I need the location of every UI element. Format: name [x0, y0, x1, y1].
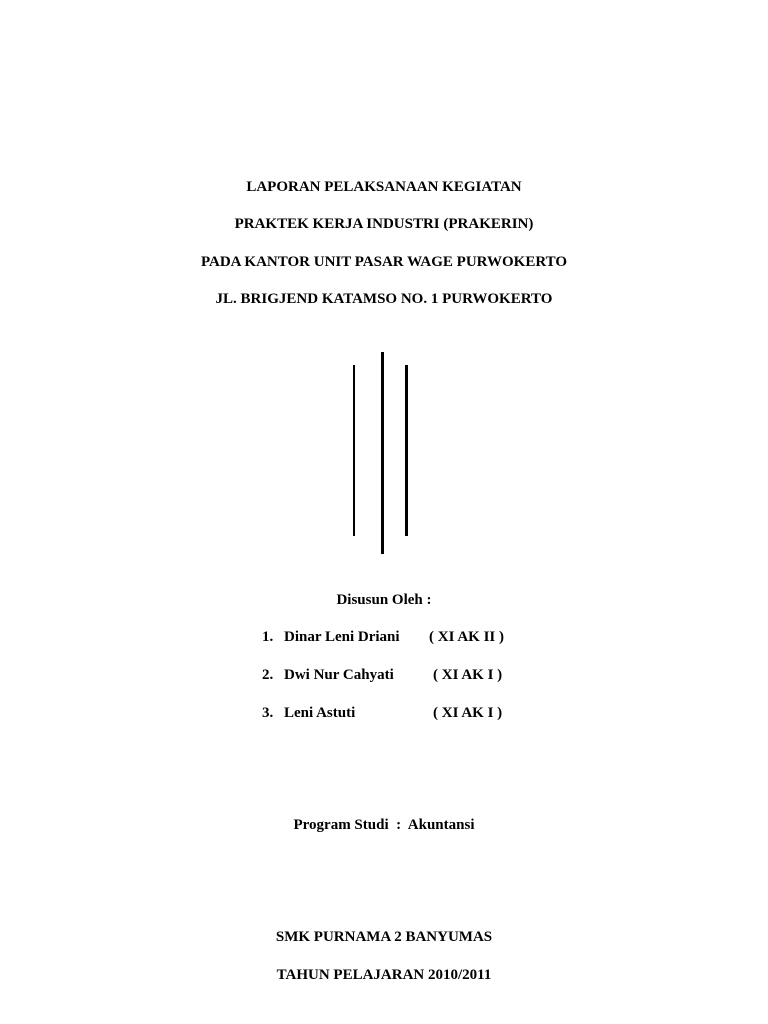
decorative-bar-left — [353, 365, 355, 536]
author-name: Dinar Leni Driani — [284, 629, 400, 645]
academic-year: TAHUN PELAJARAN 2010/2011 — [276, 967, 492, 983]
title-line-4: JL. BRIGJEND KATAMSO NO. 1 PURWOKERTO — [215, 291, 553, 307]
author-name: Dwi Nur Cahyati — [284, 667, 394, 683]
author-class: ( XI AK II ) — [429, 629, 505, 645]
program-of-study: Program Studi : Akuntansi — [293, 817, 475, 833]
author-class: ( XI AK I ) — [433, 667, 503, 683]
school-name: SMK PURNAMA 2 BANYUMAS — [275, 929, 493, 945]
author-number: 2. — [262, 667, 274, 683]
decorative-bar-center — [381, 352, 384, 554]
authors-heading: Disusun Oleh : — [336, 592, 432, 608]
author-number: 3. — [262, 705, 274, 721]
title-line-1: LAPORAN PELAKSANAAN KEGIATAN — [246, 179, 522, 195]
title-line-3: PADA KANTOR UNIT PASAR WAGE PURWOKERTO — [200, 254, 568, 270]
author-number: 1. — [262, 629, 274, 645]
author-class: ( XI AK I ) — [433, 705, 503, 721]
author-name: Leni Astuti — [284, 705, 356, 721]
title-line-2: PRAKTEK KERJA INDUSTRI (PRAKERIN) — [234, 216, 534, 232]
decorative-bar-right — [405, 365, 408, 536]
